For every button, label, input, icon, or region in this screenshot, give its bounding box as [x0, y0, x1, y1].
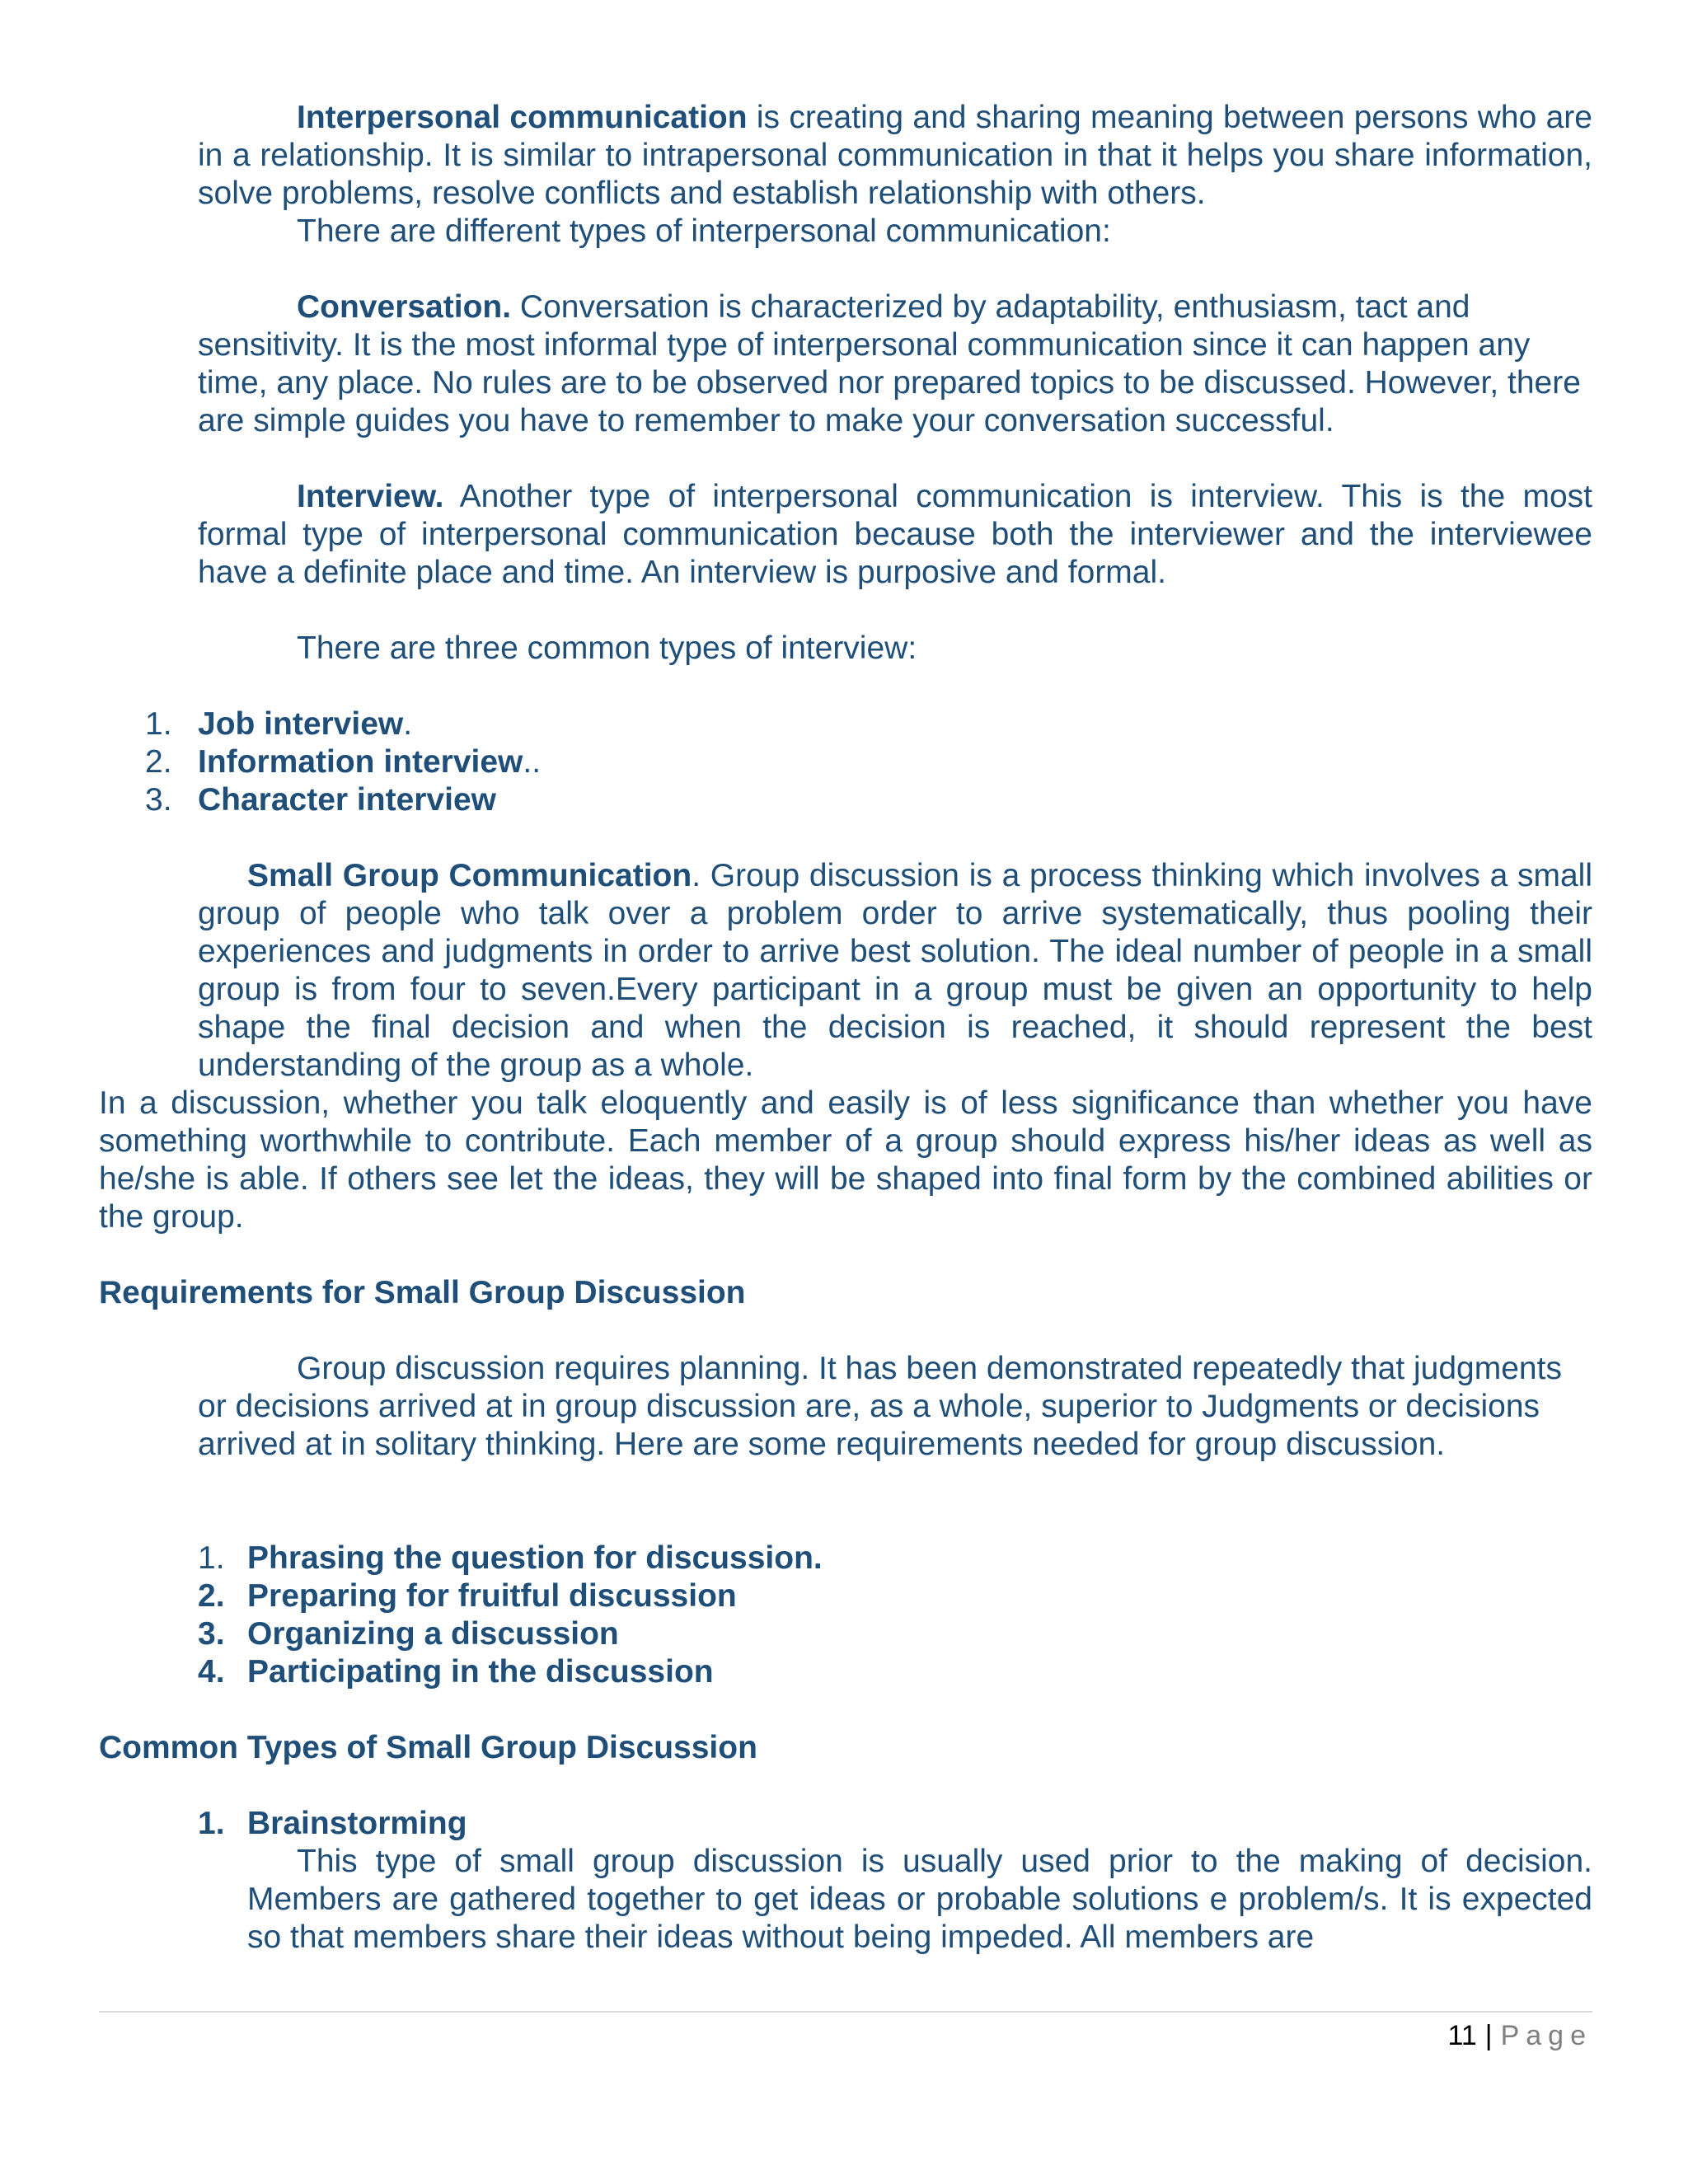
brainstorming-text: This type of small group discussion is usually used prior to the making of decision. Members are gathered together to get ideas or probable solutions e problem/s. It is expected so that members share their ideas without being impeded. All members are: [247, 1844, 1592, 1955]
brainstorming-paragraph: [247, 1843, 1592, 1957]
requirement-label: Preparing for fruitful discussion: [247, 1578, 737, 1614]
list-item: [198, 1653, 1592, 1691]
list-number: 3.: [198, 1616, 225, 1652]
interview-paragraph: [198, 478, 1592, 592]
common-types-heading: Common Types of Small Group Discussion: [99, 1730, 757, 1765]
list-item: [145, 781, 1546, 819]
small-group-text: . Group discussion is a process thinking which involves a small group of people who talk over a problem order to arrive systematically, thus pooling their experiences and judgments in order to arrive best solution. The ideal number of people in a small group is from four to seven.Every participant in a group must be given an opportunity to help shape the final decision and when the decision is reached, it should represent the best understanding of the group as a whole.: [198, 858, 1593, 1083]
interview-type-label: Information interview: [198, 744, 523, 780]
footer-divider: [99, 2011, 1592, 2013]
list-number: 2.: [198, 1578, 225, 1614]
interview-text: Another type of interpersonal communication is interview. This is the most formal type of interpersonal communication because both the interviewer and the interviewee have a definite place and time. An interview is purposive and formal.: [198, 479, 1592, 590]
interview-term: Interview.: [297, 479, 444, 514]
intro-types-line: There are different types of interpersonal communication:: [297, 213, 1111, 249]
page-footer: [1447, 2018, 1592, 2054]
requirement-label: Phrasing the question for discussion.: [247, 1540, 823, 1576]
intro-term: Interpersonal communication: [297, 100, 748, 135]
interview-types-list: [145, 705, 1546, 819]
list-number: 1.: [145, 706, 172, 742]
requirement-label: Organizing a discussion: [247, 1616, 619, 1652]
list-item: [145, 743, 1546, 781]
list-number: 2.: [145, 744, 172, 780]
interview-type-label: Character interview: [198, 782, 496, 818]
conversation-term: Conversation.: [297, 289, 512, 325]
list-item: [145, 705, 1546, 743]
list-item: [198, 1805, 1592, 1843]
small-group-paragraph-2: [99, 1085, 1592, 1236]
small-group-term: Small Group Communication: [247, 858, 692, 893]
conversation-paragraph: [198, 288, 1592, 440]
common-types-list: [198, 1805, 1592, 1843]
intro-paragraph: [198, 99, 1592, 251]
requirements-heading: Requirements for Small Group Discussion: [99, 1275, 746, 1310]
interview-types-intro: [198, 630, 1592, 668]
small-group-paragraph-2-text: In a discussion, whether you talk eloquently and easily is of less significance than whether you have something worthwhile to contribute. Each member of a group should express his/her ideas as well as he/she is able. If others see let the ideas, they will be shaped into final form by the combined abilities or the group.: [99, 1085, 1592, 1235]
footer-separator: |: [1484, 2020, 1493, 2051]
interview-types-line: There are three common types of interview:: [297, 630, 917, 666]
small-group-paragraph: [198, 857, 1592, 1085]
list-number: 1.: [198, 1806, 225, 1841]
list-item: [198, 1577, 1592, 1615]
list-number: 3.: [145, 782, 172, 818]
requirement-label: Participating in the discussion: [247, 1654, 714, 1690]
interview-type-suffix: ..: [523, 744, 542, 780]
list-item: [198, 1540, 1592, 1577]
list-number: 4.: [198, 1654, 225, 1690]
requirements-list: [198, 1540, 1592, 1691]
intro-text: is creating and sharing meaning between persons who are in a relationship. It is similar to intrapersonal communication in that it helps you share information, solve problems, resolve conflicts and establish relationship with others.: [198, 100, 1592, 211]
conversation-text: Conversation is characterized by adaptability, enthusiasm, tact and sensitivity. It is the most informal type of interpersonal communication since it can happen any time, any place. No rules are to be observed nor prepared topics to be discussed. However, there are simple guides you have to remember to make your conversation successful.: [198, 289, 1581, 438]
list-number: 1.: [198, 1540, 225, 1576]
interview-type-label: Job interview: [198, 706, 404, 742]
page-number: 11: [1447, 2020, 1477, 2051]
common-type-label: Brainstorming: [247, 1806, 467, 1841]
interview-type-suffix: .: [403, 706, 413, 742]
requirements-text: Group discussion requires planning. It has been demonstrated repeatedly that judgments or decisions arrived at in group discussion are, as a whole, superior to Judgments or decisions arrived at in solitary thinking. Here are some requirements needed for group discussion.: [198, 1351, 1562, 1462]
page-word: Page: [1500, 2020, 1592, 2051]
requirements-paragraph: [198, 1350, 1592, 1464]
list-item: [198, 1615, 1592, 1653]
